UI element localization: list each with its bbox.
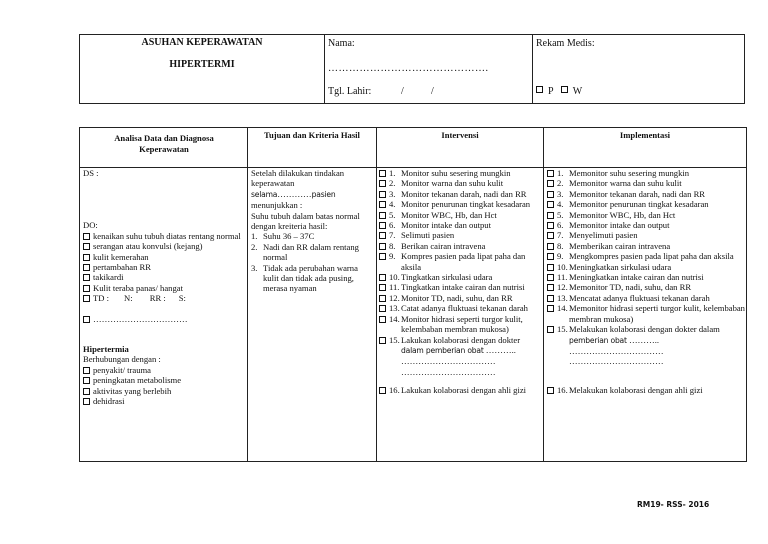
checkbox[interactable] [83,316,90,323]
tujuan-column [251,168,373,294]
checkbox[interactable] [379,387,386,394]
col-header-tujuan: Tujuan dan Kriteria Hasil [264,130,360,140]
berhubungan-label: Berhubungan dengan : [83,354,161,365]
implementasi-item: 13. Mencatat adanya fluktuasi tekanan darah [547,293,745,303]
obat-field[interactable]: ……….. [485,344,516,355]
checkbox[interactable] [547,222,554,229]
tujuan-line: Setelah dilakukan tindakan [251,168,345,178]
gender-group [536,86,582,97]
intervensi-15-obat-label: dalam pemberian obat [401,345,484,355]
form-title: ASUHAN KEPERAWATAN [141,37,263,48]
implementasi-item: 10. Meningkatkan sirkulasi udara [547,262,745,272]
checkbox[interactable] [379,180,386,187]
form-code: RM19- RSS- 2016 [637,500,710,509]
do-item-other: …………………………… [83,314,245,324]
lahir-sep-2: / [431,86,434,97]
cause-item: peningkatan metabolisme [83,375,245,385]
checkbox[interactable] [379,201,386,208]
do-item: Kulit teraba panas/ hangat [83,283,245,293]
title-cell [80,35,325,103]
implementasi-item-gizi: 16. Melakukan kolaborasi dengan ahli gizi [547,385,745,395]
checkbox[interactable] [547,170,554,177]
intervensi-item: 13. Catat adanya fluktuasi tekanan darah [379,303,541,313]
checkbox[interactable] [379,274,386,281]
do-item: pertambahan RR [83,262,245,272]
checkbox-w[interactable] [561,86,568,93]
cause-item: aktivitas yang berlebih [83,386,245,396]
checkbox[interactable] [379,191,386,198]
checkbox[interactable] [83,264,90,271]
diagnosis-title: Hipertermia [83,344,129,355]
pasien-label: pasien [311,189,336,199]
intervensi-item-gizi: 16. Lakukan kolaborasi dengan ahli gizi [379,385,541,395]
checkbox[interactable] [547,284,554,291]
header-table [79,34,745,104]
implementasi-item: 1. Memonitor suhu sesering mungkin [547,168,745,178]
rekam-label: Rekam Medis: [536,38,595,49]
intervensi-item: 10. Tingkatkan sirkulasi udara [379,272,541,282]
checkbox[interactable] [547,326,554,333]
implementasi-item: 8. Memberikan cairan intravena [547,241,745,251]
intervensi-item: 2. Monitor warna dan suhu kulit [379,178,541,188]
nama-label: Nama: [328,38,355,49]
do-label: DO: [83,220,98,231]
intervensi-column [379,168,541,396]
implementasi-item-kolaborasi-dokter: 15. Melakukan kolaborasi dengan dokter dalam pemberian obat ……….. …………………………… …………………………… [547,324,745,367]
checkbox[interactable] [547,243,554,250]
do-item-vitals: TD : N: RR : S: [83,293,245,303]
checkbox[interactable] [547,180,554,187]
divider [247,128,248,461]
tujuan-line: menunjukkan : [251,200,303,211]
checkbox[interactable] [379,170,386,177]
checkbox[interactable] [547,201,554,208]
checkbox[interactable] [83,233,90,240]
checkbox[interactable] [547,253,554,260]
kriteria-item: 3. Tidak ada perubahan warna kulit dan tidak ada pusing, merasa nyaman [251,262,358,294]
implementasi-item: 11. Meningkatkan intake cairan dan nutrisi [547,272,745,282]
checkbox[interactable] [83,285,90,292]
implementasi-item: 14. Memonitor hidrasi seperti turgor kulit, kelembaban membran mukosa) [547,303,745,324]
implementasi-column [547,168,745,395]
intervensi-item: 8. Berikan cairan intravena [379,241,541,251]
checkbox[interactable] [547,295,554,302]
checkbox[interactable] [379,222,386,229]
implementasi-15-obat-label: pemberian obat [569,335,627,345]
checkbox[interactable] [83,295,90,302]
obat-field[interactable]: …………………………… [401,366,496,377]
do-item: kenaikan suhu tubuh diatas rentang normal [83,231,245,241]
checkbox[interactable] [547,305,554,312]
cause-item: penyakit/ trauma [83,365,245,375]
implementasi-item: 6. Memonitor intake dan output [547,220,745,230]
checkbox[interactable] [547,274,554,281]
obat-field[interactable]: …………………………… [569,345,664,356]
checkbox[interactable] [379,253,386,260]
gender-p-label: P [548,86,554,97]
checkbox[interactable] [83,367,90,374]
intervensi-item: 12. Monitor TD, nadi, suhu, dan RR [379,293,541,303]
tujuan-line-duration [251,189,373,200]
checkbox[interactable] [547,212,554,219]
lahir-label: Tgl. Lahir: [328,86,372,97]
checkbox[interactable] [379,284,386,291]
intervensi-item: 3. Monitor tekanan darah, nadi dan RR [379,189,541,199]
intervensi-item: 1. Monitor suhu sesering mungkin [379,168,541,178]
implementasi-item: 5. Memonitor WBC, Hb, dan Hct [547,210,745,220]
do-item: takikardi [83,272,245,282]
checkbox[interactable] [547,387,554,394]
col-header-implementasi: Implementasi [619,130,671,140]
checkbox[interactable] [379,243,386,250]
lahir-sep-1: / [401,86,404,97]
divider [376,128,377,461]
rekam-cell [532,35,744,103]
intervensi-item: 5. Monitor WBC, Hb, dan Hct [379,210,541,220]
kriteria-item: 2. Nadi dan RR dalam rentang normal [251,241,359,263]
care-plan-table [79,127,747,462]
do-item: serangan atau konvulsi (kejang) [83,241,245,251]
patient-cell [324,35,533,103]
checkbox[interactable] [379,232,386,239]
checkbox[interactable] [83,243,90,250]
checkbox[interactable] [379,305,386,312]
checkbox[interactable] [379,212,386,219]
duration-label: selama [251,189,278,199]
analisa-column [83,168,245,407]
intervensi-item: 14. Monitor hidrasi seperti turgor kulit, kelembaban membran mukosa) [379,314,541,335]
intervensi-item: 7. Selimuti pasien [379,230,541,240]
checkbox[interactable] [379,295,386,302]
form-subtitle: HIPERTERMI [169,59,235,70]
implementasi-item: 4. Memonitor penurunan tingkat kesadaran [547,199,745,209]
obat-field[interactable]: ……….. [628,334,660,345]
intervensi-item: 4. Monitor penurunan tingkat kesadaran [379,199,541,209]
intervensi-item: 11. Tingkatkan intake cairan dan nutrisi [379,282,541,292]
checkbox[interactable] [379,337,386,344]
checkbox[interactable] [547,232,554,239]
implementasi-item: 3. Memonitor tekanan darah, nadi dan RR [547,189,745,199]
intervensi-item: 6. Monitor intake dan output [379,220,541,230]
checkbox[interactable] [83,274,90,281]
checkbox[interactable] [83,254,90,261]
tujuan-line: dengan kreiteria hasil: [251,221,328,232]
checkbox[interactable] [547,191,554,198]
implementasi-15-text: Melakukan kolaborasi dengan dokter dalam [569,324,720,335]
duration-field[interactable]: ………… [277,188,312,199]
implementasi-item: 2. Memonitor warna dan suhu kulit [547,178,745,188]
do-item: kulit kemerahan [83,252,245,262]
intervensi-15-text: Lakukan kolaborasi dengan dokter [401,334,521,345]
col-header-intervensi: Intervensi [441,130,479,140]
checkbox[interactable] [83,398,90,405]
checkbox-p[interactable] [536,86,543,93]
implementasi-item: 12. Memonitor TD, nadi, suhu, dan RR [547,282,745,292]
ds-label: DS : [83,168,99,178]
cause-item: dehidrasi [83,396,245,406]
implementasi-item: 9. Mengkompres pasien pada lipat paha dan aksila [547,251,745,261]
tujuan-line: Suhu tubuh dalam batas normal [251,210,360,221]
divider [543,128,544,461]
obat-field[interactable]: …………………………… [569,356,664,367]
checkbox[interactable] [379,316,386,323]
tujuan-line: keperawatan [251,178,295,189]
checkbox[interactable] [83,388,90,395]
nama-field[interactable]: ………………………………………. [328,63,489,74]
col-header-analisa: Analisa Data dan Diagnosa Keperawatan [114,133,214,154]
kriteria-item: 1. Suhu 36 – 37C [251,231,315,242]
intervensi-item-kolaborasi-dokter: 15. Lakukan kolaborasi dengan dokter dalam pemberian obat ……….. …………………………… …………………………… [379,335,541,378]
intervensi-item: 9. Kompres pasien pada lipat paha dan aksila [379,251,541,272]
implementasi-item: 7. Menyelimuti pasien [547,230,745,240]
checkbox[interactable] [83,377,90,384]
obat-field[interactable]: …………………………… [401,356,496,367]
checkbox[interactable] [547,264,554,271]
gender-w-label: W [572,86,583,97]
